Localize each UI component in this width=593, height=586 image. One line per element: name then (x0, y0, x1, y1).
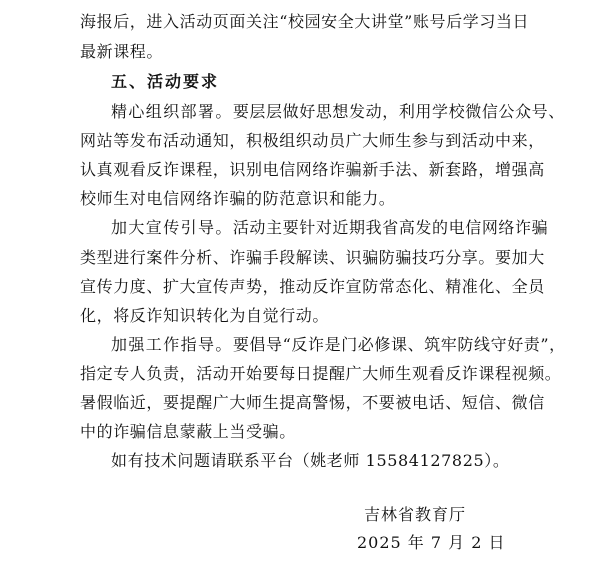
para3-line-1-text: 要倡导“反诈是门必修课、筑牢防线守好责”， (232, 335, 566, 354)
para1-line-2: 网站等发布活动通知，积极组织动员广大师生参与到活动中来， (80, 131, 545, 150)
para2-lead: 加大宣传引导。 (111, 218, 233, 237)
para1-lead: 精心组织部署。 (111, 102, 233, 121)
para2-line-3: 宣传力度、扩大宣传声势，推动反诈宣防常态化、精准化、全员 (80, 277, 545, 296)
intro-line-2: 最新课程。 (80, 42, 164, 61)
para1-line-4: 校师生对电信网络诈骗的防范意识和能力。 (80, 189, 396, 208)
section-heading: 五、活动要求 (111, 72, 220, 91)
para1-line-3: 认真观看反诈课程，识别电信网络诈骗新手法、新套路，增强高 (80, 160, 545, 179)
para3-line-4: 中的诈骗信息蒙蔽上当受骗。 (80, 422, 296, 441)
para2-line-4: 化，将反诈知识转化为自觉行动。 (80, 306, 330, 325)
para3-line-2: 指定专人负责，活动开始要每日提醒广大师生观看反诈课程视频。 (80, 364, 562, 383)
para2-line-1 (111, 218, 548, 238)
contact-line: 如有技术问题请联系平台（姚老师 15584127825）。 (111, 451, 510, 470)
intro-line-1: 海报后，进入活动页面关注“校园安全大讲堂”账号后学习当日 (80, 12, 530, 31)
para2-line-2: 类型进行案件分析、诈骗手段解读、识骗防骗技巧分享。要加大 (80, 248, 545, 267)
para3-lead: 加强工作指导。 (111, 335, 233, 354)
para1-line-1-text: 要层层做好思想发动，利用学校微信公众号、 (232, 102, 565, 121)
para3-line-3: 暑假临近，要提醒广大师生提高警惕，不要被电话、短信、微信 (80, 393, 545, 412)
para3-line-1 (111, 335, 566, 355)
para1-line-1 (111, 102, 565, 122)
signature-org: 吉林省教育厅 (364, 505, 467, 524)
para2-line-1-text: 活动主要针对近期我省高发的电信网络诈骗 (232, 218, 549, 237)
signature-date: 2025 年 7 月 2 日 (357, 533, 506, 552)
